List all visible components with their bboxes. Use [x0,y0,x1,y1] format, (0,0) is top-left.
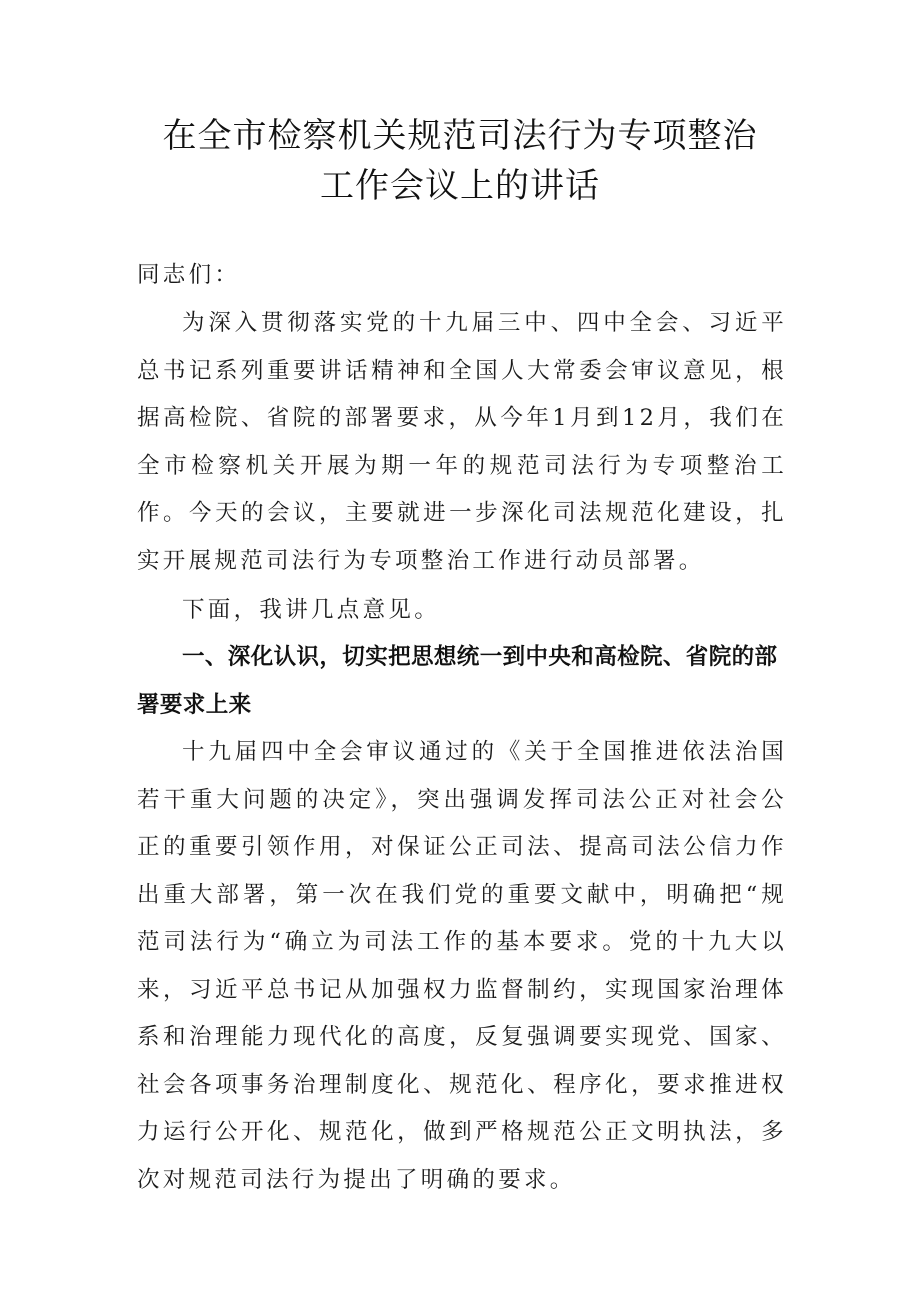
salutation: 同志们： [137,262,241,288]
document-title-line-1: 在全市检察机关规范司法行为专项整治 [162,116,758,156]
paragraph-transition: 下面，我讲几点意见。 [182,597,441,623]
paragraph-intro: 为深入贯彻落实党的十九届三中、四中全会、习近平总书记系列重要讲话精神和全国人大常委会审议意见，根据高检院、省院的部署要求，从今年1月到12月，我们在全市检察机关开展为期一年的规范司法行为专项整治工作。今天的会议，主要就进一步深化司法规范化建设，扎实开展规范司法行为专项整治工作进行动员部署。 [137,310,787,574]
section-1-paragraph: 十九届四中全会审议通过的《关于全国推进依法治国若干重大问题的决定》，突出强调发挥司法公正对社会公正的重要引领作用，对保证公正司法、提高司法公信力作出重大部署，第一次在我们党的重要文献中，明确把“规范司法行为“确立为司法工作的基本要求。党的十九大以来，习近平总书记从加强权力监督制约，实现国家治理体系和治理能力现代化的高度，反复强调要实现党、国家、社会各项事务治理制度化、规范化、程序化，要求推进权力运行公开化、规范化，做到严格规范公正文明执法，多次对规范司法行为提出了明确的要求。 [137,739,787,1193]
section-heading-1: 一、深化认识，切实把思想统一到中央和高检院、省院的部署要求上来 [137,644,778,718]
document-title-line-2: 工作会议上的讲话 [320,166,600,206]
